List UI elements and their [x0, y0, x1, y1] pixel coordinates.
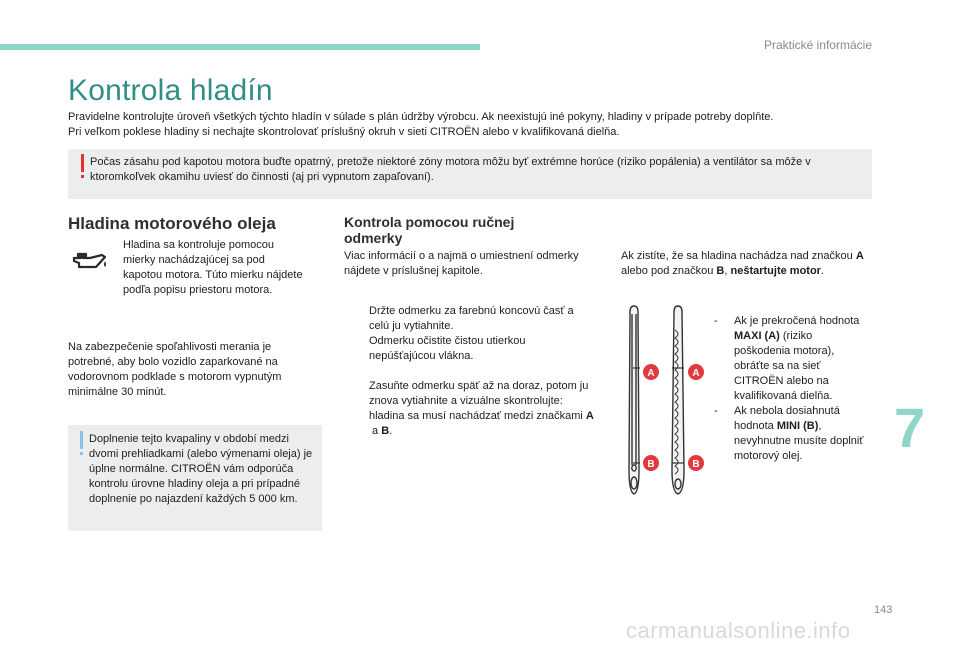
- header-accent-bar: [0, 44, 480, 50]
- dipstick-heading: Kontrola pomocou ručnej odmerky: [344, 214, 515, 246]
- intro-text: [68, 110, 888, 140]
- step-text: Odmerku očistite čistou utierkou nepúšťajúcou vlákna.: [369, 335, 526, 362]
- oil-heading: Hladina motorového oleja: [68, 214, 276, 233]
- footer-watermark: carmanualsonline.info: [626, 618, 851, 643]
- intro-mid: alebo pod značkou: [621, 265, 717, 277]
- intro-sep: ,: [724, 265, 731, 277]
- step-3: [344, 379, 594, 439]
- end-text: .: [389, 425, 393, 437]
- intro-line-1: Pravidelne kontrolujte úroveň všetkých týchto hladín v súlade s plán údržby výrobcu. Ak neexistujú iné pokyny, hladiny v prípade potreby doplňte.: [68, 111, 774, 123]
- intro-pre: Ak zistíte, že sa hladina nachádza nad značkou: [621, 250, 856, 262]
- intro-mark-a: A: [855, 250, 864, 262]
- dipstick-steps: [344, 304, 594, 439]
- step-text: Držte odmerku za farebnú koncovú časť a celú ju vytiahnite.: [369, 305, 574, 332]
- page-number: 143: [874, 604, 893, 616]
- b2-post: , nevyhnutne musíte doplniť motorový olej.: [734, 420, 864, 462]
- page-title: Kontrola hladín: [68, 74, 273, 107]
- intro-mark-b: B: [716, 265, 725, 277]
- level-bullets: [714, 314, 864, 464]
- warning-icon-dot: [81, 175, 84, 178]
- b1-pre: Ak je prekročená hodnota: [734, 315, 860, 327]
- level-warning-intro: [621, 249, 881, 279]
- b2-bold: MINI (B): [776, 420, 819, 432]
- bullet-maxi: [714, 314, 864, 404]
- bullet-marker: -: [714, 405, 718, 417]
- step-1: [344, 304, 594, 334]
- b2-pre: Ak nebola dosiahnutá hodnota: [734, 405, 840, 432]
- dipstick-right: [672, 306, 684, 494]
- intro-end: .: [820, 265, 825, 277]
- oil-can-icon: [72, 252, 108, 279]
- b1-bold: MAXI (A): [734, 330, 780, 342]
- info-text: Doplnenie tejto kvapaliny v období medzi dvomi prehliadkami (alebo výmenami oleja) je úplne normálne. CITROËN vám odporúča kontrolu úrovne hladiny oleja a pri prípadné doplnenie po najazdení každých 5 000 km.: [89, 433, 313, 505]
- marker-a-left-label: A: [647, 368, 655, 379]
- mark-b: B: [381, 425, 390, 437]
- bullet-mini: [714, 404, 864, 464]
- step-2: [344, 334, 594, 364]
- intro-line-2: Pri veľkom poklese hladiny si nechajte skontrolovať príslušný okruh v sieti CITROËN alebo v kvalifikovaná dielňa.: [68, 126, 620, 138]
- warning-icon: [81, 154, 84, 172]
- b1-post: (riziko poškodenia motora), obráťte sa na sieť CITROËN alebo na kvalifikovaná dielňa.: [734, 330, 835, 402]
- and-text: a: [369, 425, 382, 437]
- intro-bold: neštartujte motor: [730, 265, 821, 277]
- mark-a: A: [585, 410, 594, 422]
- chapter-number: 7: [894, 396, 926, 459]
- bullet-marker: -: [714, 315, 718, 327]
- marker-b-left-label: B: [647, 459, 655, 470]
- info-icon: [80, 431, 83, 449]
- oil-paragraph: Na zabezpečenie spoľahlivosti merania je potrebné, aby bolo vozidlo zaparkované na vodorovnom podklade s motorom vypnutým minimálne 30 minút.: [68, 341, 282, 398]
- section-title: Praktické informácie: [763, 38, 872, 52]
- warning-text: Počas zásahu pod kapotou motora buďte opatrný, pretože niektoré zóny motora môžu byť extrémne horúce (riziko popálenia) a ventilátor sa môže v ktoromkoľvek okamihu uviesť do činnosti (aj pri vypnutom zapaľovaní).: [90, 156, 811, 183]
- marker-a-right-label: A: [692, 368, 700, 379]
- info-icon-dot: [80, 452, 83, 455]
- dipstick-left: [629, 306, 639, 494]
- marker-b-right-label: B: [692, 459, 700, 470]
- dipstick-intro: Viac informácií o a najmä o umiestnení odmerky nájdete v príslušnej kapitole.: [344, 250, 579, 277]
- dipstick-illustration: [604, 300, 709, 505]
- oil-icon-text: Hladina sa kontroluje pomocou mierky nachádzajúcej sa pod kapotou motora. Túto mierku nájdete podľa popisu priestoru motora.: [123, 239, 303, 296]
- step-text: Zasuňte odmerku späť až na doraz, potom ju znova vytiahnite a vizuálne skontrolujte: hladina sa musí nachádzať medzi značkami: [369, 380, 589, 422]
